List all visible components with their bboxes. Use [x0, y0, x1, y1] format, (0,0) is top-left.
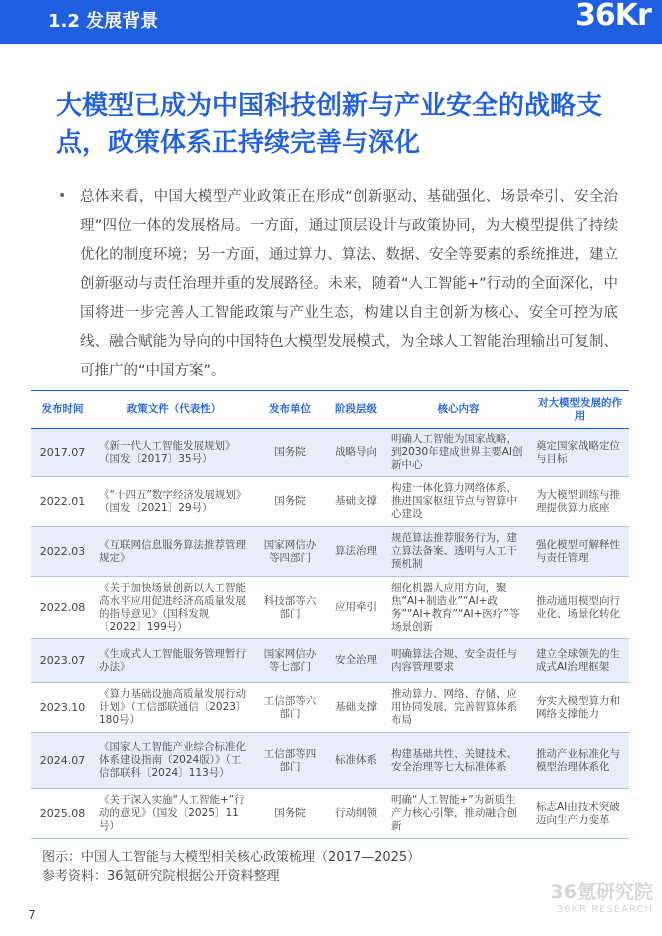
cell-content: 细化机器人应用方向，聚焦“AI+制造业”“AI+政务”“AI+教育”“AI+医疗”等场景创新 [386, 577, 531, 639]
cell-time: 2022.03 [31, 527, 94, 577]
header-doc: 政策文件（代表性） [94, 391, 254, 429]
table-row [31, 639, 629, 683]
brand-logo [575, 0, 662, 44]
cell-doc: 《算力基础设施高质量发展行动计划》（工信部联通信〔2023〕180号） [94, 683, 254, 733]
page-title: 大模型已成为中国科技创新与产业安全的战略支点，政策体系正持续完善与深化 [56, 91, 603, 158]
table-row [31, 789, 629, 839]
cell-time: 2023.07 [31, 639, 94, 683]
cell-time: 2022.08 [31, 577, 94, 639]
cell-impact: 推动通用模型向行业化、场景化转化 [531, 577, 629, 639]
watermark-logo [528, 880, 653, 916]
logo-text: 36Kr [575, 0, 651, 33]
table-row [31, 577, 629, 639]
cell-org: 国家网信办等七部门 [254, 639, 326, 683]
cell-org: 国务院 [254, 429, 326, 477]
cell-doc: 《新一代人工智能发展规划》（国发〔2017〕35号） [94, 429, 254, 477]
cell-content: 规范算法推荐服务行为，建立算法备案、透明与人工干预机制 [386, 527, 531, 577]
cell-level: 行动纲领 [326, 789, 386, 839]
table-row [31, 683, 629, 733]
cell-impact: 标志AI由技术突破迈向生产力变革 [531, 789, 629, 839]
table-row [31, 733, 629, 789]
cell-org: 国务院 [254, 477, 326, 527]
header-org: 发布单位 [254, 391, 326, 429]
cell-org: 工信部等六部门 [254, 683, 326, 733]
table-header-row [31, 391, 629, 429]
cell-time: 2024.07 [31, 733, 94, 789]
cell-doc: 《国家人工智能产业综合标准化体系建设指南（2024版）》（工信部联科〔2024〕113号） [94, 733, 254, 789]
cell-level: 战略导向 [326, 429, 386, 477]
cell-time: 2022.01 [31, 477, 94, 527]
cell-doc: 《关于加快场景创新以人工智能高水平应用促进经济高质量发展的指导意见》（国科发规〔2022〕199号） [94, 577, 254, 639]
cell-doc: 《“十四五”数字经济发展规划》（国发〔2021〕29号） [94, 477, 254, 527]
cell-level: 标准体系 [326, 733, 386, 789]
cell-time: 2017.07 [31, 429, 94, 477]
cell-impact: 强化模型可解释性与责任管理 [531, 527, 629, 577]
cell-content: 构建基础共性、关键技术、安全治理等七大标准体系 [386, 733, 531, 789]
cell-content: 明确“人工智能+”为新质生产力核心引擎，推动融合创新 [386, 789, 531, 839]
cell-content: 明确人工智能为国家战略，到2030年建成世界主要AI创新中心 [386, 429, 531, 477]
cell-impact: 为大模型训练与推理提供算力底座 [531, 477, 629, 527]
cell-level: 安全治理 [326, 639, 386, 683]
cell-impact: 推动产业标准化与模型治理体系化 [531, 733, 629, 789]
cell-impact: 建立全球领先的生成式AI治理框架 [531, 639, 629, 683]
cell-org: 工信部等四部门 [254, 733, 326, 789]
table-row [31, 429, 629, 477]
cell-doc: 《关于深入实施“人工智能+”行动的意见》（国发〔2025〕11号） [94, 789, 254, 839]
table-row [31, 527, 629, 577]
figure-caption: 图示：中国人工智能与大模型相关核心政策梳理（2017—2025） [42, 850, 421, 865]
cell-doc: 《互联网信息服务算法推荐管理规定》 [94, 527, 254, 577]
cell-time: 2023.10 [31, 683, 94, 733]
bullet-icon: • [58, 188, 67, 204]
page-number: 7 [28, 908, 36, 922]
policy-table [31, 390, 629, 839]
cell-level: 应用牵引 [326, 577, 386, 639]
header-time: 发布时间 [31, 391, 94, 429]
cell-org: 科技部等六部门 [254, 577, 326, 639]
cell-doc: 《生成式人工智能服务管理暂行办法》 [94, 639, 254, 683]
cell-content: 明确算法合规、安全责任与内容管理要求 [386, 639, 531, 683]
watermark-cn: 36氪研究院 [550, 881, 653, 903]
cell-level: 基础支撑 [326, 477, 386, 527]
cell-level: 算法治理 [326, 527, 386, 577]
cell-content: 推动算力、网络、存储、应用协同发展，完善智算体系布局 [386, 683, 531, 733]
header-level: 阶段层级 [326, 391, 386, 429]
cell-level: 基础支撑 [326, 683, 386, 733]
cell-impact: 奠定国家战略定位与目标 [531, 429, 629, 477]
summary-paragraph: 总体来看，中国大模型产业政策正在形成“创新驱动、基础强化、场景牵引、安全治理”四位一体的发展格局。一方面，通过顶层设计与政策协同，为大模型提供了持续优化的制度环境；另一方面，通过算力、算法、数据、安全等要素的系统推进，建立创新驱动与责任治理并重的发展路径。未来，随着“人工智能+”行动的全面深化，中国将进一步完善人工智能政策与产业生态，构建以自主创新为核心、安全可控为底线、融合赋能为导向的中国特色大模型发展模式，为全球人工智能治理输出可复制、可推广的“中国方案”。 [80, 189, 618, 379]
header-impact: 对大模型发展的作用 [531, 391, 629, 429]
cell-time: 2025.08 [31, 789, 94, 839]
watermark-en: 36KR RESEARCH [556, 904, 653, 915]
cell-org: 国务院 [254, 789, 326, 839]
top-banner [0, 0, 662, 44]
cell-impact: 夯实大模型算力和网络支撑能力 [531, 683, 629, 733]
cell-content: 构建一体化算力网络体系，推进国家枢纽节点与智算中心建设 [386, 477, 531, 527]
table-row [31, 477, 629, 527]
header-content: 核心内容 [386, 391, 531, 429]
section-label: 1.2 发展背景 [48, 11, 159, 32]
source-note: 参考资料：36氪研究院根据公开资料整理 [42, 869, 280, 884]
cell-org: 国家网信办等四部门 [254, 527, 326, 577]
